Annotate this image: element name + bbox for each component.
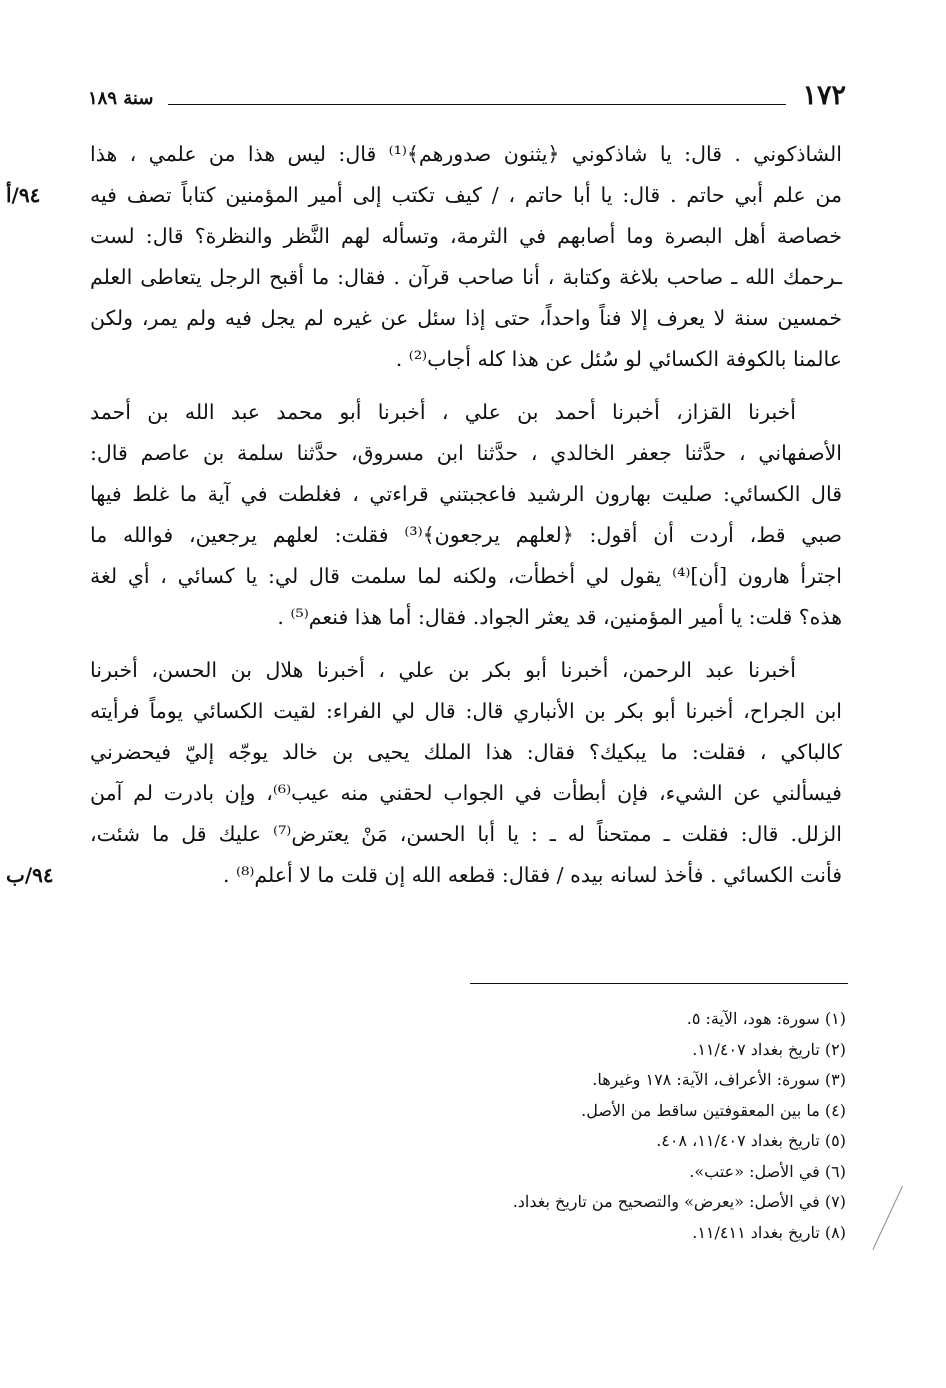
- footnote: (٢) تاريخ بغداد ١١/٤٠٧.: [692, 1039, 846, 1059]
- line-text: قال الكسائي: صليت بهارون الرشيد فاعجبتني قراءتي ، فغلطت في آية ما غلط فيها: [90, 482, 842, 506]
- text-line: [90, 474, 842, 515]
- text-line: [90, 556, 842, 597]
- paragraph-1: [6, 134, 842, 380]
- folio-marker: ٩٤/ب: [6, 863, 54, 887]
- line-text: فأنت الكسائي . فأخذ لسانه بيده / فقال: قطعه الله إن قلت ما لا أعلم⁽⁸⁾ .: [223, 863, 842, 887]
- paragraph-3: [6, 650, 842, 896]
- text-line: [6, 175, 842, 216]
- line-text: أخبرنا القزاز، أخبرنا أحمد بن علي ، أخبرنا أبو محمد عبد الله بن أحمد: [90, 400, 796, 424]
- footnote: (٦) في الأصل: «عتب».: [689, 1161, 846, 1181]
- main-text: [6, 134, 842, 896]
- line-text: الشاذكوني . قال: يا شاذكوني ﴿يثنون صدورهم﴾⁽¹⁾ قال: ليس هذا من علمي ، هذا: [90, 142, 842, 166]
- line-text: الزلل. قال: فقلت ـ ممتحناً له ـ : يا أبا الحسن، مَنْ يعترض⁽⁷⁾ عليك قل ما شئت،: [90, 822, 842, 846]
- line-text: ابن الجراح، أخبرنا أبو بكر بن الأنباري قال: قال لي الفراء: لقيت الكسائي يوماً فرأيته: [90, 699, 842, 723]
- footnote: (٨) تاريخ بغداد ١١/٤١١.: [692, 1222, 846, 1242]
- line-text: خمسين سنة لا يعرف إلا فناً واحداً، حتى إذا سئل عن غيره لم يجل فيه ولم يمر، ولكن: [90, 306, 842, 330]
- line-text: صبي قط، أردت أن أقول: ﴿لعلهم يرجعون﴾⁽³⁾ فقلت: لعلهم يرجعين، فوالله ما: [90, 523, 842, 547]
- footnotes: [400, 1004, 846, 1248]
- text-line: [6, 855, 842, 896]
- text-line: [90, 339, 842, 380]
- scan-artifact-line: [872, 1186, 902, 1250]
- running-head: سنة ١٨٩: [88, 88, 154, 109]
- page-header: [88, 80, 846, 120]
- line-text: هذه؟ قلت: يا أمير المؤمنين، قد يعثر الجواد. فقال: أما هذا فنعم⁽⁵⁾ .: [277, 605, 842, 629]
- footnote: (٥) تاريخ بغداد ١١/٤٠٧، ٤٠٨.: [656, 1131, 846, 1150]
- line-text: ـرحمك الله ـ صاحب بلاغة وكتابة ، أنا صاحب قرآن . فقال: ما أقبح الرجل يتعاطى العلم: [90, 265, 842, 289]
- text-line: [90, 691, 842, 732]
- header-rule: [168, 104, 786, 105]
- text-line: [90, 515, 842, 556]
- footnote: (١) سورة: هود، الآية: ٥.: [686, 1009, 846, 1028]
- line-text: من علم أبي حاتم . قال: يا أبا حاتم ، / كيف تكتب إلى أمير المؤمنين كتاباً تصف فيه: [90, 183, 842, 207]
- line-text: خصاصة أهل البصرة وما أصابهم في الثرمة، وتسأله لهم النَّظر والنظرة؟ قال: لست: [90, 224, 842, 248]
- footnote: (٣) سورة: الأعراف، الآية: ١٧٨ وغيرها.: [592, 1070, 846, 1089]
- footnote-separator: [470, 983, 848, 984]
- paragraph-2: [90, 392, 842, 638]
- text-line: [90, 773, 842, 814]
- line-text: عالمنا بالكوفة الكسائي لو سُئل عن هذا كله أجاب⁽²⁾ .: [395, 347, 842, 371]
- line-text: فيسألني عن الشيء، فإن أبطأت في الجواب لحقني منه عيب⁽⁶⁾، وإن بادرت لم آمن: [90, 781, 842, 805]
- line-text: الأصفهاني ، حدَّثنا جعفر الخالدي ، حدَّثنا ابن مسروق، حدَّثنا سلمة بن عاصم قال:: [90, 441, 842, 465]
- text-line: [90, 732, 842, 773]
- footnote: (٤) ما بين المعقوفتين ساقط من الأصل.: [581, 1100, 846, 1120]
- text-line: [90, 433, 842, 474]
- text-line: [90, 298, 842, 339]
- text-line: [90, 134, 842, 175]
- footnote: (٧) في الأصل: «يعرض» والتصحيح من تاريخ بغداد.: [512, 1192, 846, 1211]
- text-line: [90, 216, 842, 257]
- text-line: [90, 814, 842, 855]
- line-text: كالباكي ، فقلت: ما يبكيك؟ فقال: هذا الملك يحيى بن خالد يوجّه إليّ فيحضرني: [90, 740, 842, 764]
- text-line: [90, 650, 842, 691]
- text-line: [90, 597, 842, 638]
- page-number: ١٧٢: [802, 80, 846, 111]
- text-line: [90, 392, 842, 433]
- text-line: [90, 257, 842, 298]
- folio-marker: ٩٤/أ: [6, 183, 41, 207]
- line-text: أخبرنا عبد الرحمن، أخبرنا أبو بكر بن علي ، أخبرنا هلال بن الحسن، أخبرنا: [90, 658, 796, 682]
- line-text: اجترأ هارون [أن]⁽⁴⁾ يقول لي أخطأت، ولكنه لما سلمت قال لي: يا كسائي ، أي لغة: [90, 564, 842, 588]
